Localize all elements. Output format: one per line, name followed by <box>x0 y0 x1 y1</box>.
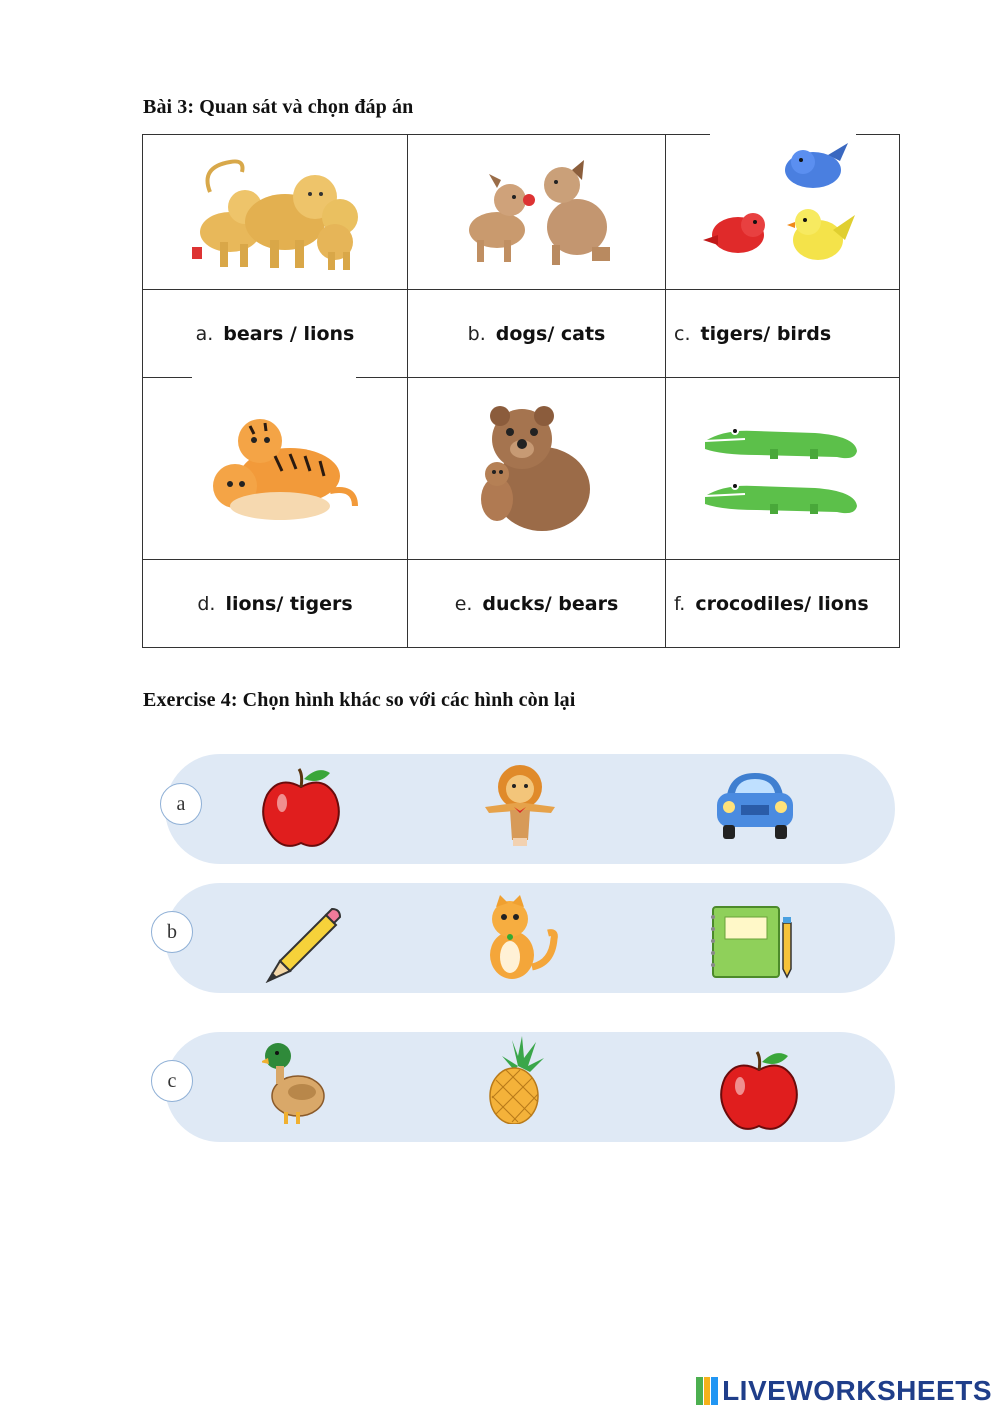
answer-cell-e[interactable] <box>408 560 666 648</box>
answer-choices: bears / lions <box>223 322 355 345</box>
answer-cell-d[interactable] <box>143 560 408 648</box>
notebook-icon[interactable] <box>705 903 797 981</box>
answer-choices: crocodiles/ lions <box>695 592 869 615</box>
lions-icon <box>190 152 360 272</box>
pineapple-icon[interactable] <box>482 1036 554 1124</box>
logo-mark-icon <box>696 1377 718 1405</box>
cat-icon[interactable] <box>480 895 560 981</box>
exercise3-title: Bài 3: Quan sát và chọn đáp án <box>143 96 414 118</box>
apple-icon[interactable] <box>717 1048 801 1130</box>
answer-cell-b[interactable] <box>408 290 666 378</box>
picture-cell-c <box>666 135 900 290</box>
answer-choices: lions/ tigers <box>225 592 353 615</box>
picture-cell-b <box>408 135 666 290</box>
lion-puppet-icon[interactable] <box>480 762 560 848</box>
picture-cell-f <box>666 378 900 560</box>
dogs-icon <box>452 155 622 270</box>
picture-cell-a <box>143 135 408 290</box>
row-label-a: a <box>160 783 202 825</box>
answer-cell-a[interactable] <box>143 290 408 378</box>
apple-icon[interactable] <box>262 765 340 847</box>
answer-cell-c[interactable] <box>666 290 900 378</box>
birds-icon <box>703 140 863 285</box>
tigers-icon <box>190 406 360 531</box>
row-label-c: c <box>151 1060 193 1102</box>
car-icon[interactable] <box>713 767 797 843</box>
answer-choices: ducks/ bears <box>482 592 619 615</box>
item-letter: b. <box>467 322 486 345</box>
row-label-b: b <box>151 911 193 953</box>
item-letter: f. <box>674 592 686 615</box>
item-letter: e. <box>454 592 473 615</box>
item-letter: a. <box>195 322 214 345</box>
brand-name: LIVEWORKSHEETS <box>722 1375 992 1406</box>
exercise4-title: Exercise 4: Chọn hình khác so với các hình còn lại <box>143 689 576 711</box>
brand-logo <box>696 1375 992 1407</box>
answer-choices: tigers/ birds <box>700 322 832 345</box>
exercise3-table <box>142 134 900 648</box>
item-letter: c. <box>674 322 691 345</box>
answer-cell-f[interactable] <box>666 560 900 648</box>
bears-icon <box>472 404 602 534</box>
item-letter: d. <box>197 592 216 615</box>
answer-choices: dogs/ cats <box>495 322 606 345</box>
crocodiles-icon <box>700 411 865 526</box>
picture-cell-e <box>408 378 666 560</box>
picture-cell-d <box>143 378 408 560</box>
duck-icon[interactable] <box>262 1034 328 1128</box>
pencil-icon[interactable] <box>262 905 342 983</box>
